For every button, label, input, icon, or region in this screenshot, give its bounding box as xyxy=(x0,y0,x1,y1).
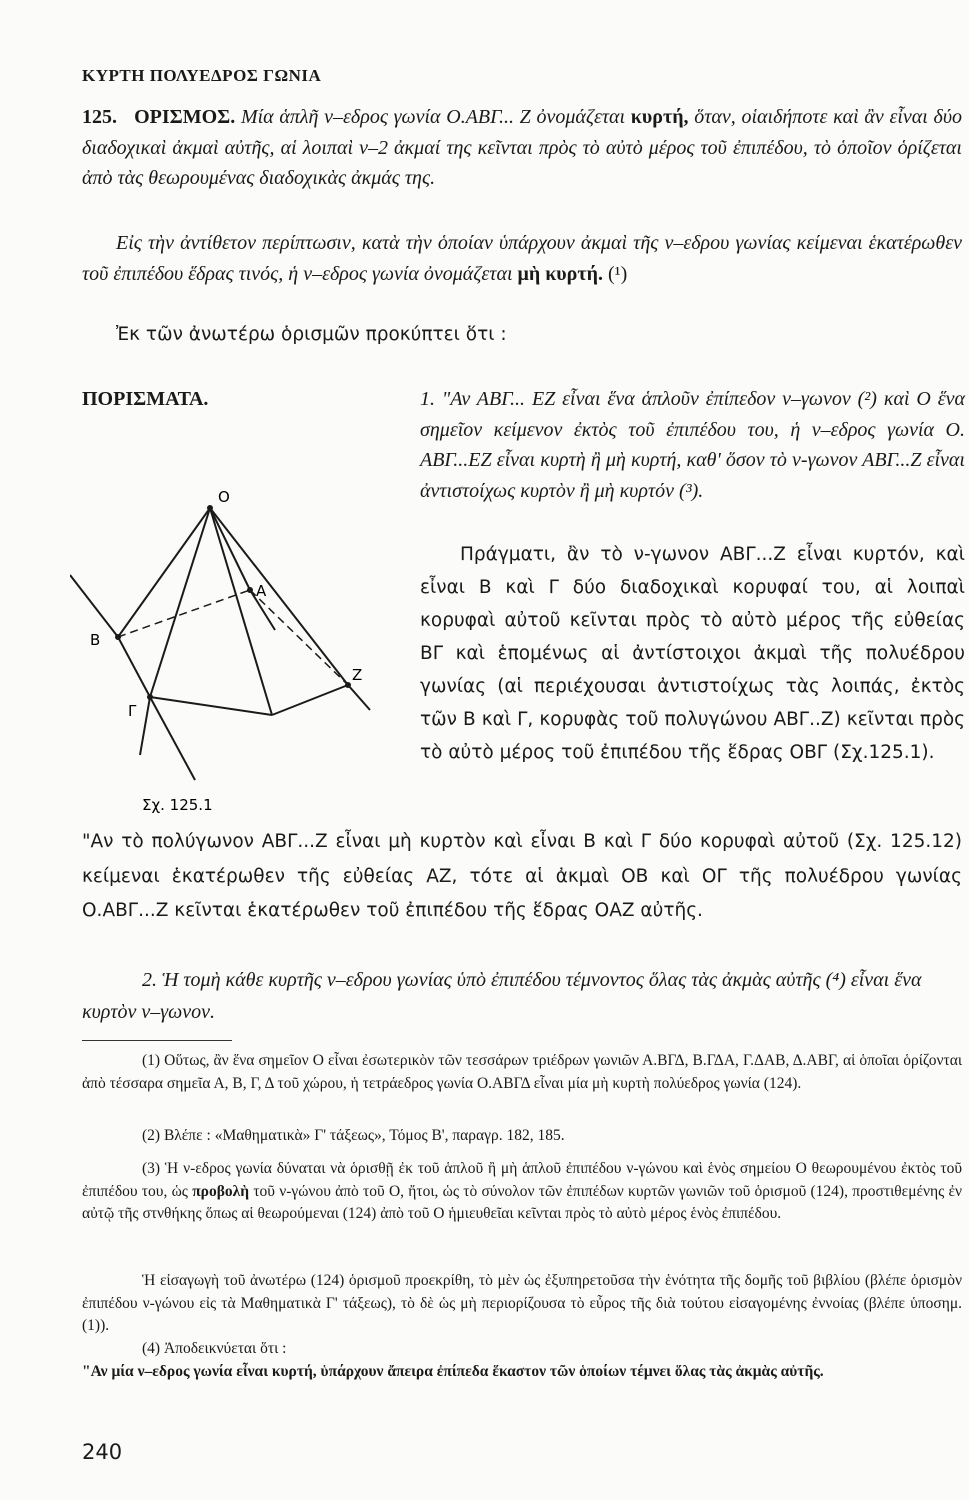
label-B: Β xyxy=(90,631,101,649)
line-BG-ext xyxy=(150,697,195,780)
non-convex-corollary-paragraph: "Αν τὸ πολύγωνον ΑΒΓ...Ζ εἶναι μὴ κυρτὸν καὶ εἶναι Β καὶ Γ δύο κορυφαὶ αὐτοῦ (Σχ. 125.12) κείμεναι ἑκατέρωθεν τῆς εὐθείας ΑΖ, τότε αἱ ἀκμαὶ ΟΒ καὶ ΟΓ τῆς πολυέδρου γωνίας Ο.ΑΒΓ...Ζ κεῖνται ἑκατέρωθεν τοῦ ἐπιπέδου τῆς ἕδρας ΟΑΖ αὐτῆς. xyxy=(82,831,962,921)
label-O: Ο xyxy=(218,488,230,506)
label-A: Α xyxy=(256,582,267,600)
corollary-2: 2. Ἡ τομὴ κάθε κυρτῆς ν–εδρου γωνίας ὑπὸ ἐπιπέδου τέμνοντος ὅλας τὰς ἀκμὰς αὐτῆς (⁴) εἶναι ἕνα κυρτὸν ν–γωνον. xyxy=(82,969,922,1023)
definition-term-convex: κυρτή, xyxy=(630,106,689,128)
proof-paragraph: Πράγματι, ἂν τὸ ν-γωνον ΑΒΓ...Ζ εἶναι κυρτόν, καὶ εἶναι Β καὶ Γ δύο διαδοχικαὶ κορυφαί του, αἱ λοιπαὶ κορυφαὶ αὐτοῦ κεῖνται πρὸς τὸ αὐτὸ μέρος τῆς εὐθείας ΒΓ καὶ ἑπομένως αἱ ἀντίστοιχοι ἀκμαὶ τῆς πολυέδρου γωνίας (αἱ περιέχουσαι ἀντιστοίχως τὰς λοιπάς, ἐκτὸς τῶν Β καὶ Γ, κορυφὰς τοῦ πολυγώνου ΑΒΓ..Ζ) κεῖνται πρὸς τὸ αὐτὸ μέρος τοῦ ἐπιπέδου τῆς ἕδρας ΟΒΓ (Σχ.125.1). xyxy=(420,544,965,763)
label-Z: Ζ xyxy=(352,666,363,684)
edge-O-G xyxy=(150,508,210,697)
footnote-3-text-a: (3) Ἡ ν-εδρος γωνία δύναται νὰ ὁρισθῇ ἐκ τοῦ ἁπλοῦ ἢ μὴ ἁπλοῦ ἐπιπέδου ν-γώνου καὶ ἑνὸς σημείου Ο θεωρουμένου ἐκτὸς τοῦ ἐπιπέδου του, ὡς xyxy=(82,1160,962,1200)
edge-G-E xyxy=(150,697,272,715)
corollaries-label: ΠΟΡΙΣΜΑΤΑ. xyxy=(82,388,209,410)
footnote-3-continued: Ἡ εἰσαγωγὴ τοῦ ἀνωτέρω (124) ὁρισμοῦ προεκρίθη, τὸ μὲν ὡς ἐξυπηρετοῦσα τὴν ἑνότητα τῆς δομῆς τοῦ βιβλίου (βλέπε ὁρισμὸν ἐπιπέδου ν-γώνου εἰς τὰ Μαθηματικὰ Γ' τάξεως), τὸ δὲ ὡς μὴ περιορίζουσα τὸ εὖρος τῆς διὰ τούτου εἰσαγομένης ἐννοίας (βλέπε ὑποσημ. (1)). xyxy=(82,1272,962,1334)
vertex-A xyxy=(247,587,253,593)
line-G-ext xyxy=(140,697,150,755)
edge-E-Z xyxy=(272,685,348,715)
page-heading: ΚΥΡΤΗ ΠΟΛΥΕΔΡΟΣ ΓΩΝΙΑ xyxy=(82,66,322,85)
non-convex-paragraph xyxy=(82,228,962,289)
footnote-3-text-b: τοῦ ν-γώνου ἀπὸ τοῦ Ο, ἤτοι, ὡς τὸ σύνολον τῶν ἐπιπέδων κυρτῶν γωνιῶν τοῦ ὁρισμοῦ (124), προστιθεμένης ἐν αὐτῷ τῆς στνθήκης ὅπως αἱ θεωρούμεναι (124) ἀπὸ τοῦ Ο ἡμιευθεῖαι κεῖνται πρὸς τὸ αὐτὸ μέρος ἑνὸς ἐπιπέδου. xyxy=(82,1182,963,1222)
vertex-Z xyxy=(345,682,351,688)
from-definitions-line: Ἐκ τῶν ἀνωτέρω ὁρισμῶν προκύπτει ὅτι : xyxy=(116,324,507,345)
vertex-O xyxy=(207,505,213,511)
footnote-ref-1: (¹) xyxy=(607,262,628,285)
pyramid-figure xyxy=(70,480,390,820)
footnote-4-text: (4) Ἀποδεικνύεται ὅτι : xyxy=(142,1340,287,1357)
definition-text-1: Μία ἁπλῆ ν–εδρος γωνία Ο.ΑΒΓ... Ζ ὀνομάζεται xyxy=(240,106,626,128)
hidden-edge-A-Z xyxy=(250,590,348,685)
non-convex-text: Εἰς τὴν ἀντίθετον περίπτωσιν, κατὰ τὴν ὁποίαν ὑπάρχουν ἀκμαὶ τῆς ν–εδρου γωνίας κείμεναι ἑκατέρωθεν τοῦ ἐπιπέδου ἕδρας τινός, ἡ ν–εδρος γωνία ὀνομάζεται xyxy=(82,232,962,285)
section-label: ΟΡΙΣΜΟΣ. xyxy=(134,106,236,128)
line-Z-ext xyxy=(348,685,370,710)
footnote-2: (2) Βλέπε : «Μαθηματικὰ» Γ' τάξεως», Τόμος Β', παραγρ. 182, 185. xyxy=(142,1127,565,1144)
footnote-4-bold: "Αν μία ν–εδρος γωνία εἶναι κυρτή, ὑπάρχουν ἄπειρα ἐπίπεδα ἕκαστον τῶν ὁποίων τέμνει ὅλας τὰς ἀκμὰς αὐτῆς. xyxy=(82,1362,824,1380)
footnote-3-bold: προβολὴ xyxy=(192,1182,250,1200)
label-G: Γ xyxy=(128,702,137,720)
vertex-B xyxy=(115,634,121,640)
figure-caption: Σχ. 125.1 xyxy=(142,796,213,814)
footnote-3 xyxy=(82,1158,962,1226)
definition-paragraph xyxy=(82,102,962,194)
vertex-G xyxy=(147,694,153,700)
section-number: 125. xyxy=(82,106,117,128)
footnote-separator xyxy=(82,1040,232,1041)
hidden-edge-B-A xyxy=(118,590,250,637)
line-B-ext xyxy=(70,575,118,637)
footnote-1: (1) Οὕτως, ἂν ἕνα σημεῖον Ο εἶναι ἐσωτερικὸν τῶν τεσσάρων τριέδρων γωνιῶν Α.ΒΓΔ, Β.ΓΔΑ, Γ.ΔΑΒ, Δ.ΑΒΓ, αἱ ὁποῖαι ὁρίζονται ἀπὸ τέσσαρα σημεῖα Α, Β, Γ, Δ τοῦ χώρου, ἡ τετράεδρος γωνία Ο.ΑΒΓΔ εἶναι μία μὴ κυρτὴ πολύεδρος γωνία (124). xyxy=(82,1052,962,1092)
footnote-4 xyxy=(82,1338,962,1383)
edge-B-G xyxy=(118,637,150,697)
edge-O-B xyxy=(118,508,210,637)
definition-text-2: ὅταν, οἱαιδήποτε καὶ ἂν εἶναι δύο διαδοχικαὶ ἀκμαὶ αὐτῆς, αἱ λοιπαὶ ν–2 ἀκμαί της κεῖνται πρὸς τὸ αὐτὸ μέρος τοῦ ἐπιπέδου, τὸ ὁποῖον ὁρίζεται ἀπὸ τὰς θεωρουμένας διαδοχικὰς ἀκμάς της. xyxy=(82,106,963,189)
corollary-1: 1. "Αν ΑΒΓ... ΕΖ εἶναι ἕνα ἁπλοῦν ἐπίπεδον ν–γωνον (²) καὶ Ο ἕνα σημεῖον κείμενον ἐκτὸς τοῦ ἐπιπέδου του, ἡ ν–εδρος γωνία Ο. ΑΒΓ...ΕΖ εἶναι κυρτὴ ἢ μὴ κυρτή, καθ' ὅσον τὸ ν-γωνον ΑΒΓ...Ζ εἶναι ἀντιστοίχως κυρτὸν ἢ μὴ κυρτόν (³). xyxy=(420,388,965,502)
definition-term-nonconvex: μὴ κυρτή. xyxy=(517,262,603,285)
page-number: 240 xyxy=(82,1440,123,1464)
